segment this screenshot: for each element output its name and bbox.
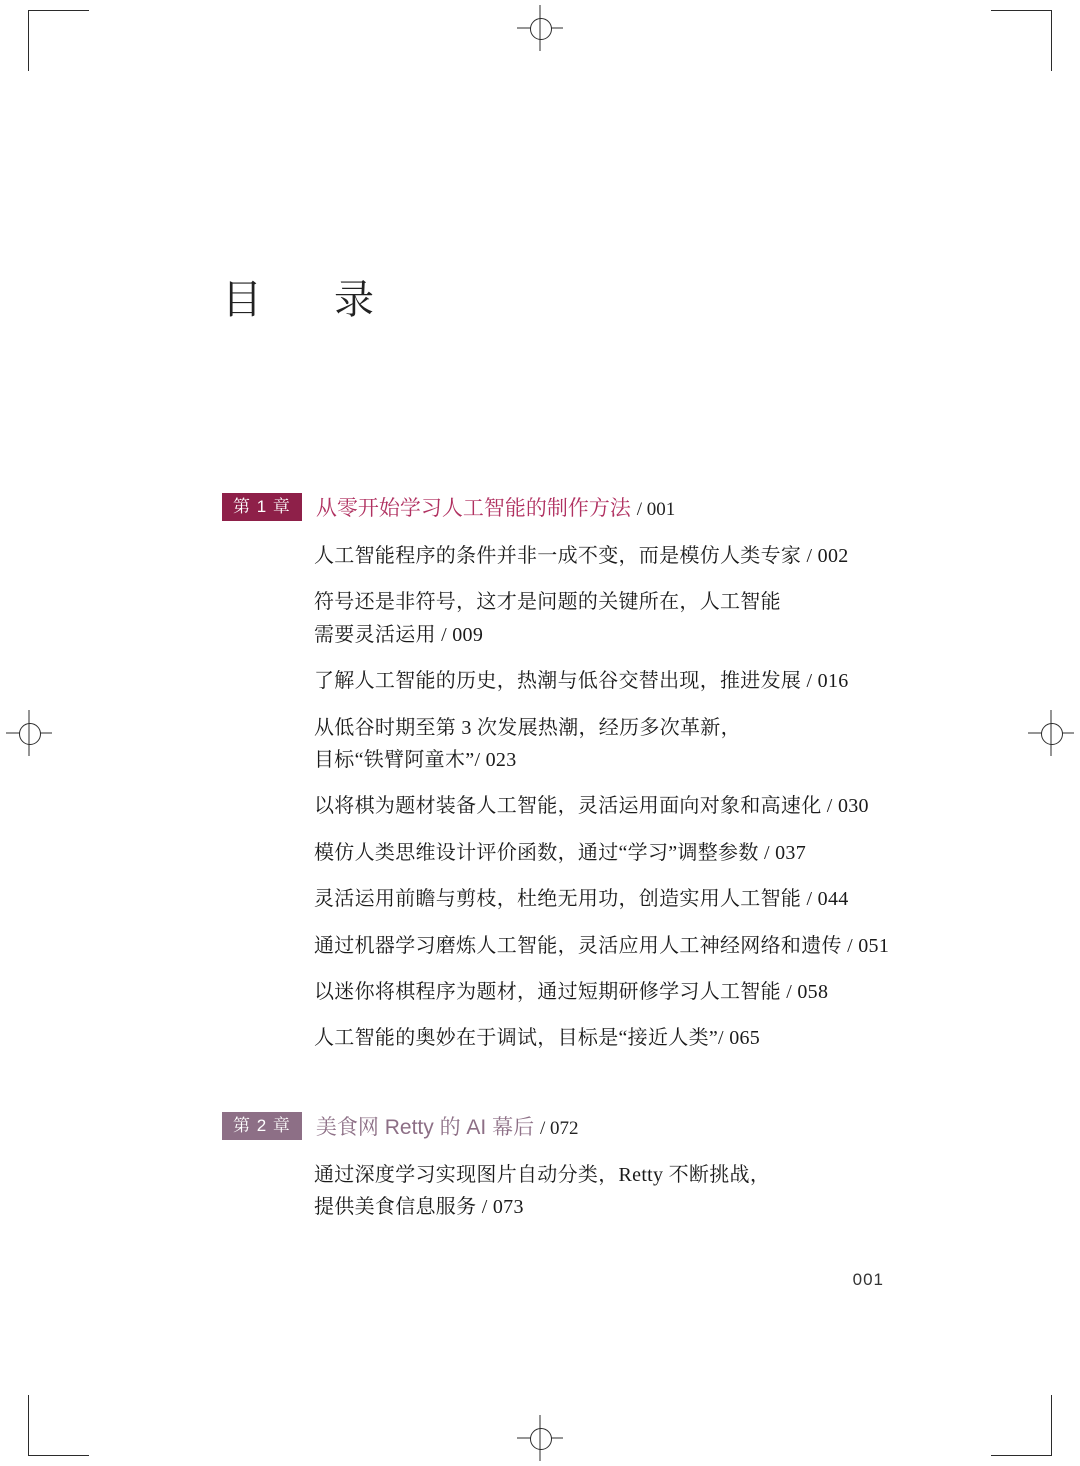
chapter-2-title: 美食网 Retty 的 AI 幕后 [315, 1115, 535, 1139]
toc-entry-line1: 符号还是非符号，这才是问题的关键所在，人工智能 [314, 591, 781, 614]
chapter-1-page: / 001 [636, 499, 676, 520]
chapter-1-title-wrap [316, 492, 675, 522]
chapter-1-entries [314, 540, 922, 1055]
toc-entry-line1: 灵活运用前瞻与剪枝，杜绝无用功，创造实用人工智能 / 044 [314, 888, 849, 911]
toc-entry[interactable] [314, 976, 922, 1008]
toc-entry[interactable] [314, 586, 922, 651]
toc-entry[interactable] [314, 930, 922, 962]
toc-entry-line1: 人工智能程序的条件并非一成不变，而是模仿人类专家 / 002 [314, 545, 849, 567]
toc-entry[interactable] [314, 712, 922, 777]
toc-entry[interactable] [314, 1022, 922, 1054]
chapter-1-heading[interactable] [222, 492, 922, 522]
toc-entry[interactable] [314, 540, 922, 572]
toc-entry-line1: 模仿人类思维设计评价函数，通过“学习”调整参数 / 037 [314, 841, 807, 864]
toc-entry-line1: 从低谷时期至第 3 次发展热潮，经历多次革新， [314, 716, 741, 739]
toc-entry-line1: 了解人工智能的历史，热潮与低谷交替出现，推进发展 / 016 [314, 670, 849, 693]
chapter-1-title: 从零开始学习人工智能的制作方法 [315, 497, 631, 520]
chapter-2-heading[interactable] [222, 1111, 922, 1141]
toc-entry-line1: 以迷你将棋程序为题材，通过短期研修学习人工智能 / 058 [314, 980, 829, 1003]
toc-entry[interactable] [314, 1159, 922, 1224]
toc-entry-line1: 通过深度学习实现图片自动分类，Retty 不断挑战， [314, 1163, 771, 1186]
toc-entry-line1: 人工智能的奥妙在于调试，目标是“接近人类”/ 065 [314, 1027, 761, 1050]
chapter-1-badge: 第 1 章 [222, 493, 302, 521]
page-number: 001 [852, 1270, 884, 1289]
toc-entry[interactable] [314, 665, 922, 697]
toc-entry[interactable] [314, 837, 922, 869]
chapter-2-badge: 第 2 章 [222, 1112, 302, 1140]
page-title: 目 录 [222, 278, 390, 322]
toc-entry[interactable] [314, 883, 922, 915]
chapter-2-entries [314, 1159, 922, 1224]
toc-chapter-1 [222, 492, 922, 1055]
toc-chapter-list [222, 492, 922, 1237]
chapter-2-title-wrap [316, 1111, 579, 1141]
toc-entry-line2: 目标“铁臂阿童木”/ 023 [314, 748, 517, 771]
toc-entry-line1: 以将棋为题材装备人工智能，灵活运用面向对象和高速化 / 030 [314, 795, 869, 818]
toc-entry-line2: 提供美食信息服务 / 073 [314, 1196, 524, 1219]
chapter-2-page: / 072 [539, 1117, 579, 1139]
toc-entry-line1: 通过机器学习磨炼人工智能，灵活应用人工神经网络和遗传 / 051 [314, 934, 890, 957]
toc-entry-line2: 需要灵活运用 / 009 [314, 623, 484, 646]
toc-chapter-2 [222, 1111, 922, 1224]
toc-entry[interactable] [314, 790, 922, 822]
